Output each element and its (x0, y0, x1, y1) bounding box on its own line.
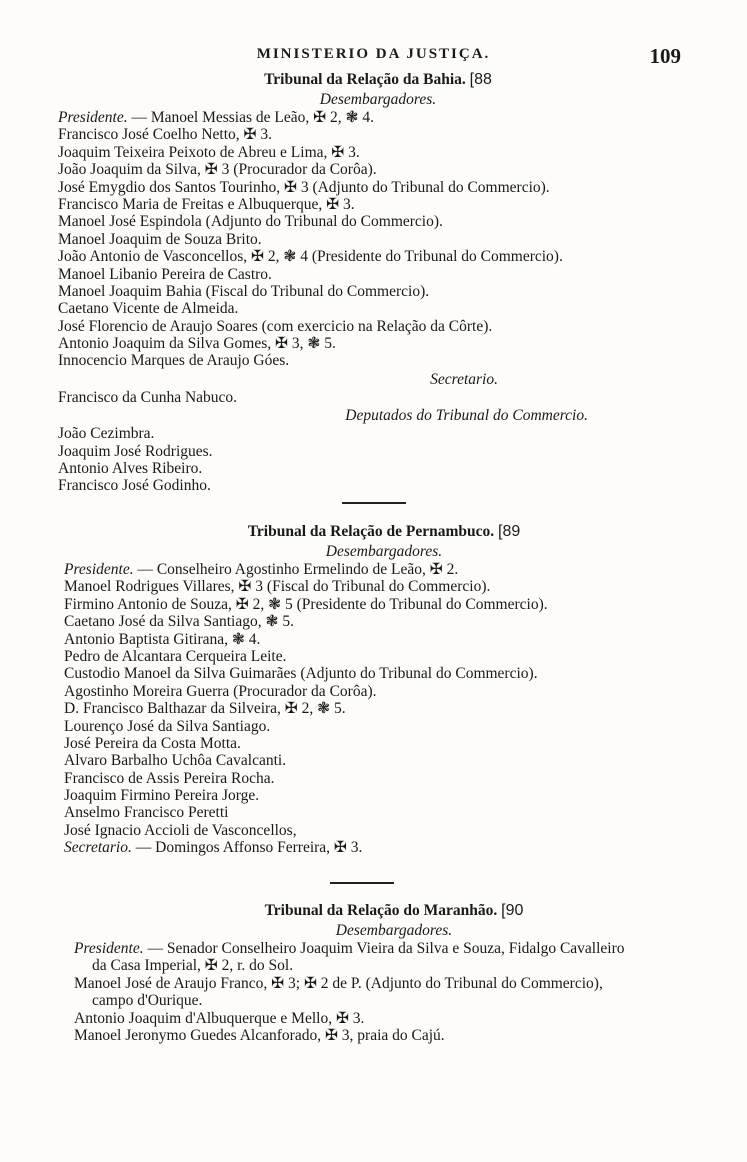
entry-lead: Secretario. (64, 839, 132, 857)
section-divider (330, 882, 394, 884)
entry-line (58, 300, 698, 317)
subheading-desembargadores: Desembargadores. (319, 91, 437, 108)
entry-line (58, 144, 698, 161)
entry-text: José Pereira da Costa Motta. (64, 734, 241, 752)
section-maranhao (74, 901, 714, 1044)
entry-text: Joaquim Teixeira Peixoto de Abreu e Lima, ✠ 3. (58, 143, 360, 161)
entry-line (64, 578, 704, 595)
entry-text: Joaquim Firmino Pereira Jorge. (64, 787, 260, 805)
entry-text: — Manoel Messias de Leão, ✠ 2, ❃ 4. (127, 109, 374, 126)
entry-line (58, 389, 698, 406)
entry-line (64, 631, 704, 648)
entry-line (58, 213, 698, 230)
entry-text: Manoel José de Araujo Franco, ✠ 3; ✠ 2 de P. (Adjunto do Tribunal do Commercio), (74, 974, 603, 992)
entry-line (58, 179, 698, 196)
entry-line (64, 804, 704, 821)
entry-line (58, 443, 698, 460)
entry-text: João Antonio de Vasconcellos, ✠ 2, ❃ 4 (Presidente do Tribunal do Commercio). (58, 248, 563, 266)
subheading-desembargadores: Desembargadores. (335, 922, 453, 939)
entry-text: Francisco de Assis Pereira Rocha. (64, 769, 275, 787)
section-title (74, 901, 714, 921)
entry-line (64, 770, 704, 787)
entry-text: Manoel Rodrigues Villares, ✠ 3 (Fiscal do Tribunal do Commercio). (64, 578, 491, 596)
section-title (58, 70, 698, 90)
section-pernambuco (64, 522, 704, 857)
entry-line (58, 477, 698, 494)
entry-line (58, 425, 698, 442)
entry-line (64, 822, 704, 839)
entry-line (58, 248, 698, 265)
entry-text: Antonio Joaquim d'Albuquerque e Mello, ✠ 3. (74, 1009, 365, 1027)
entry-text: Lourenço José da Silva Santiago. (64, 717, 271, 735)
section-divider (342, 502, 406, 504)
entry-line (74, 957, 714, 974)
entry-line (64, 613, 704, 630)
entry-line (58, 335, 698, 352)
subheading-deputados: Deputados do Tribunal do Commercio. (345, 407, 588, 425)
entry-text: Pedro de Alcantara Cerqueira Leite. (64, 647, 287, 665)
entry-line (58, 352, 698, 369)
entry-text: D. Francisco Balthazar da Silveira, ✠ 2, ❃ 5. (64, 700, 346, 718)
entry-line (74, 940, 714, 957)
entry-text: Francisco José Godinho. (58, 477, 211, 495)
entry-lead: Presidente. (74, 940, 144, 957)
entry-text: José Emygdio dos Santos Tourinho, ✠ 3 (Adjunto do Tribunal do Commercio). (58, 178, 550, 196)
entry-line (64, 839, 704, 856)
entry-text: Agostinho Moreira Guerra (Procurador da Corôa). (64, 682, 377, 700)
section-title-text: Tribunal da Relação do Maranhão. (264, 902, 498, 919)
entry-line (58, 109, 698, 126)
entry-line (64, 787, 704, 804)
section-number: [88 (469, 71, 492, 88)
entry-line (74, 992, 714, 1009)
entry-text: Francisco da Cunha Nabuco. (58, 388, 238, 406)
entry-text: Alvaro Barbalho Uchôa Cavalcanti. (64, 752, 287, 770)
entry-text: Joaquim José Rodrigues. (58, 442, 213, 460)
entry-list (64, 561, 704, 857)
entry-line (58, 161, 698, 178)
running-header-title: MINISTERIO DA JUSTIÇA. (256, 46, 491, 62)
entry-text: Antonio Joaquim da Silva Gomes, ✠ 3, ❃ 5. (58, 335, 336, 353)
entry-line (64, 683, 704, 700)
entry-line (58, 460, 698, 477)
section-title-text: Tribunal da Relação de Pernambuco. (247, 523, 495, 540)
entry-list (58, 425, 698, 495)
entry-line (58, 266, 698, 283)
entry-text: Caetano José da Silva Santiago, ❃ 5. (64, 613, 294, 631)
entry-text: Antonio Baptista Gitirana, ❃ 4. (64, 630, 261, 648)
entry-text: Manoel Joaquim Bahia (Fiscal do Tribunal do Commercio). (58, 282, 430, 300)
section-number: [90 (501, 902, 524, 919)
entry-text: Anselmo Francisco Peretti (64, 804, 229, 822)
subheading-desembargadores: Desembargadores. (325, 543, 443, 560)
entry-list (58, 389, 698, 406)
entry-text: — Domingos Affonso Ferreira, ✠ 3. (131, 839, 363, 857)
entry-line (58, 196, 698, 213)
entry-text: — Conselheiro Agostinho Ermelindo de Leão, ✠ 2. (133, 561, 459, 578)
entry-text: João Cezimbra. (58, 425, 155, 443)
entry-line (58, 126, 698, 143)
entry-text: Firmino Antonio de Souza, ✠ 2, ❃ 5 (Presidente do Tribunal do Commercio). (64, 595, 548, 613)
entry-text: — Senador Conselheiro Joaquim Vieira da Silva e Souza, Fidalgo Cavalleiro (143, 940, 625, 957)
entry-line (64, 561, 704, 578)
entry-line (64, 596, 704, 613)
entry-text: Innocencio Marques de Araujo Góes. (58, 352, 290, 370)
entry-text: Custodio Manoel da Silva Guimarães (Adjunto do Tribunal do Commercio). (64, 665, 538, 683)
entry-list (58, 109, 698, 370)
page-number: 109 (649, 44, 681, 68)
entry-line (64, 752, 704, 769)
entry-line (58, 283, 698, 300)
section-title (64, 522, 704, 542)
entry-line (74, 975, 714, 992)
entry-text: Manoel Libanio Pereira de Castro. (58, 265, 272, 283)
entry-text: José Ignacio Accioli de Vasconcellos, (64, 821, 297, 839)
entry-text: Manoel Jeronymo Guedes Alcanforado, ✠ 3, praia do Cajú. (74, 1026, 445, 1044)
entry-line (58, 231, 698, 248)
entry-line (64, 700, 704, 717)
entry-text: Francisco José Coelho Netto, ✠ 3. (58, 126, 273, 144)
entry-line (64, 648, 704, 665)
entry-text: Caetano Vicente de Almeida. (58, 300, 239, 318)
entry-text: Manoel José Espindola (Adjunto do Tribunal do Commercio). (58, 213, 443, 231)
entry-lead: Presidente. (58, 109, 128, 126)
entry-text: da Casa Imperial, ✠ 2, r. do Sol. (92, 957, 294, 975)
entry-line (64, 735, 704, 752)
section-title-text: Tribunal da Relação da Bahia. (264, 71, 466, 88)
entry-text: José Florencio de Araujo Soares (com exercicio na Relação da Côrte). (58, 317, 493, 335)
entry-line (64, 718, 704, 735)
entry-text: Antonio Alves Ribeiro. (58, 460, 203, 478)
entry-line (58, 318, 698, 335)
entry-lead: Presidente. (64, 561, 134, 578)
section-bahia (58, 70, 698, 495)
entry-line (74, 1010, 714, 1027)
entry-text: Francisco Maria de Freitas e Albuquerque, ✠ 3. (58, 195, 355, 213)
subheading-secretario: Secretario. (430, 370, 498, 388)
section-number: [89 (498, 523, 521, 540)
entry-text: Manoel Joaquim de Souza Brito. (58, 230, 262, 248)
entry-line (64, 665, 704, 682)
entry-text: campo d'Ourique. (92, 992, 203, 1010)
entry-text: João Joaquim da Silva, ✠ 3 (Procurador da Corôa). (58, 161, 377, 179)
entry-line (74, 1027, 714, 1044)
entry-list (74, 940, 714, 1044)
